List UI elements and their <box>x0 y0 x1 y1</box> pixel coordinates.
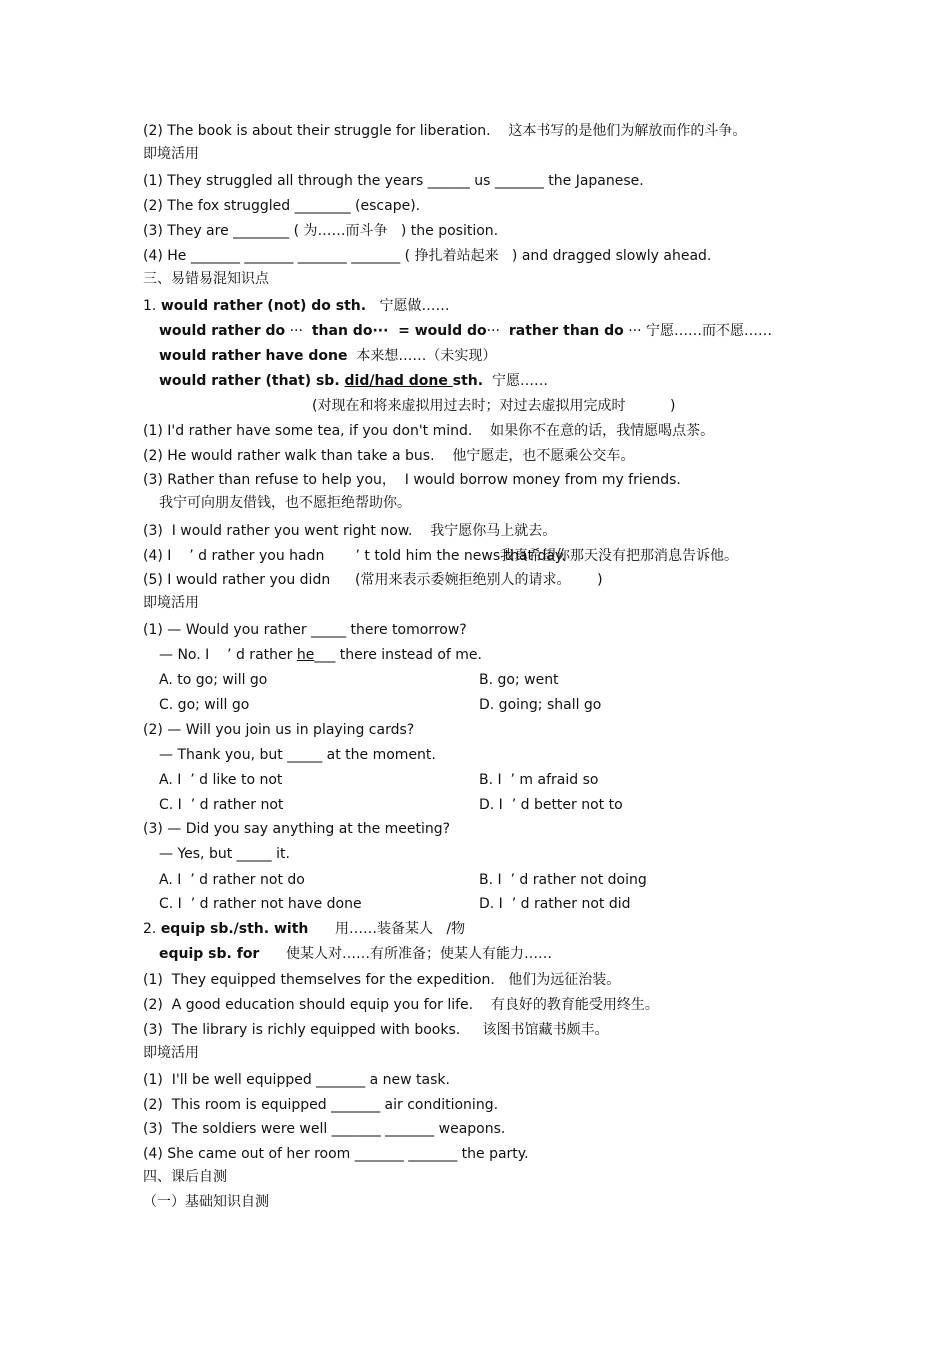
item-number: 2. <box>143 921 161 937</box>
example-translation: 我宁可向朋友借钱，也不愿拒绝帮助你。 <box>159 495 411 511</box>
phrase: would do <box>414 323 487 339</box>
example-line: (4) I ’ d rather you hadn ’ t told him the news that day. <box>143 548 566 564</box>
option-a: A. to go; will go <box>159 672 268 688</box>
grammar-line <box>159 945 552 963</box>
question-stem: — Yes, but _____ it. <box>159 846 290 862</box>
option-a: A. I ’ d like to not <box>159 772 283 788</box>
section-heading: 即境活用 <box>143 595 199 611</box>
stem-text: — No. I ’ d rather <box>159 647 297 663</box>
exercise-line: (3) The soldiers were well _______ _______ weapons. <box>143 1121 506 1137</box>
meaning: 用……装备某人 /物 <box>308 921 466 937</box>
option-a: A. I ’ d rather not do <box>159 872 305 888</box>
example-line: (2) The book is about their struggle for liberation. 这本书写的是他们为解放而作的斗争。 <box>143 123 747 139</box>
option-b: B. I ’ m afraid so <box>479 772 599 788</box>
grammar-line <box>159 322 772 340</box>
option-c: C. I ’ d rather not have done <box>159 896 362 912</box>
example-line: (2) A good education should equip you for life. 有良好的教育能受用终生。 <box>143 997 659 1013</box>
exercise-line: (1) They struggled all through the years ______ us _______ the Japanese. <box>143 173 644 189</box>
phrase: sth. <box>452 373 484 389</box>
phrase: equip sb./sth. with <box>160 921 309 937</box>
option-c: C. I ’ d rather not <box>159 797 284 813</box>
example-note: (常用来表示委婉拒绝别人的请求。 ) <box>355 572 603 588</box>
example-line: (3) Rather than refuse to help you， I would borrow money from my friends. <box>143 472 681 488</box>
meaning: 使某人对……有所准备；使某人有能力…… <box>259 946 553 962</box>
question-stem: — Thank you, but _____ at the moment. <box>159 747 436 763</box>
phrase: would rather have done <box>159 348 348 364</box>
example-line: (1) I'd rather have some tea, if you don't mind. 如果你不在意的话，我情愿喝点茶。 <box>143 423 715 439</box>
dots: ··· = <box>372 323 415 339</box>
exercise-line: (2) This room is equipped _______ air conditioning. <box>143 1097 499 1113</box>
section-heading: 即境活用 <box>143 146 199 162</box>
exercise-line: (4) She came out of her room _______ _______ the party. <box>143 1146 529 1162</box>
dots: ··· <box>486 323 509 339</box>
exercise-line: (2) The fox struggled ________ (escape). <box>143 198 421 214</box>
grammar-note: (对现在和将来虚拟用过去时；对过去虚拟用完成时 ) <box>312 398 676 414</box>
exercise-line: (4) He _______ _______ _______ _______ ( 挣扎着站起来 ) and dragged slowly ahead. <box>143 248 712 264</box>
section-heading: 三、易错易混知识点 <box>143 271 269 287</box>
question-stem: (2) — Will you join us in playing cards? <box>143 722 415 738</box>
meaning: 宁愿做…… <box>366 298 450 314</box>
phrase-underlined: did/had done <box>344 373 453 389</box>
grammar-point-1 <box>143 297 449 315</box>
meaning: 宁愿…… <box>483 373 548 389</box>
grammar-point-2 <box>143 920 465 938</box>
option-b: B. go; went <box>479 672 559 688</box>
item-number: 1. <box>143 298 161 314</box>
phrase: rather than do <box>508 323 624 339</box>
dots: ··· <box>285 323 312 339</box>
option-d: D. I ’ d rather not did <box>479 896 631 912</box>
meaning: ··· 宁愿……而不愿…… <box>623 323 773 339</box>
grammar-line <box>159 347 496 365</box>
option-d: D. going; shall go <box>479 697 602 713</box>
option-b: B. I ’ d rather not doing <box>479 872 647 888</box>
stem-text: ___ there instead of me. <box>314 647 482 663</box>
phrase: would rather do <box>159 323 286 339</box>
underlined-word: he <box>296 647 315 663</box>
phrase: than do <box>311 323 373 339</box>
question-stem <box>159 646 482 664</box>
exercise-line: (3) They are ________ ( 为……而斗争 ) the position. <box>143 223 499 239</box>
question-stem: (1) — Would you rather _____ there tomorrow? <box>143 622 467 638</box>
option-d: D. I ’ d better not to <box>479 797 623 813</box>
example-line: (5) I would rather you didn <box>143 572 331 588</box>
phrase: would rather (that) sb. <box>159 373 345 389</box>
meaning: 本来想……（未实现） <box>347 348 497 364</box>
section-heading: 四、课后自测 <box>143 1169 227 1185</box>
example-translation: 我真希望你那天没有把那消息告诉他。 <box>500 548 738 564</box>
phrase: equip sb. for <box>159 946 260 962</box>
exercise-line: (1) I'll be well equipped _______ a new task. <box>143 1072 450 1088</box>
question-stem: (3) — Did you say anything at the meeting? <box>143 821 451 837</box>
example-line: (2) He would rather walk than take a bus. 他宁愿走，也不愿乘公交车。 <box>143 448 635 464</box>
grammar-line <box>159 372 548 390</box>
example-line: (3) I would rather you went right now. 我宁愿你马上就去。 <box>143 523 557 539</box>
example-line: (3) The library is richly equipped with books. 该图书馆藏书颇丰。 <box>143 1022 609 1038</box>
subsection-heading: （一）基础知识自测 <box>143 1194 269 1210</box>
phrase: would rather (not) do sth. <box>160 298 367 314</box>
option-c: C. go; will go <box>159 697 250 713</box>
example-line: (1) They equipped themselves for the expedition. 他们为远征治装。 <box>143 972 621 988</box>
section-heading: 即境活用 <box>143 1045 199 1061</box>
